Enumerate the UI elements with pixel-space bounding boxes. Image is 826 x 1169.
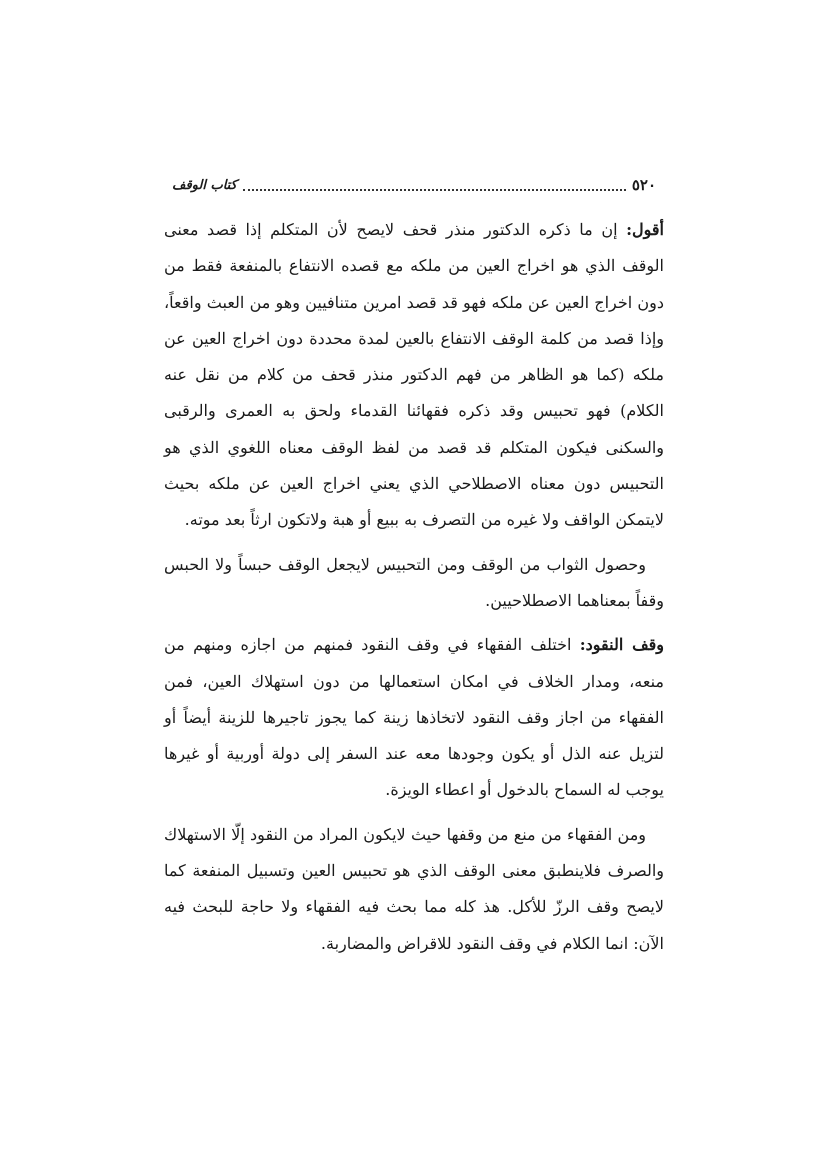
- paragraph-2: [164, 547, 664, 620]
- paragraph-1: [164, 212, 664, 539]
- page-number: ٥٢٠: [631, 176, 656, 194]
- paragraph-3: [164, 627, 664, 808]
- paragraph-text: ومن الفقهاء من منع من وقفها حيث لايكون المراد من النقود إلّا الاستهلاك والصرف فلاينطبق معنى الوقف الذي هو تحبيس العين وتسبيل المنفعة كما لايصح وقف الرزّ للأكل. هذ كله مما بحث فيه الفقهاء ولا حاجة للبحث فيه الآن: انما الكلام في وقف النقود للاقراض والمضاربة.: [164, 824, 664, 953]
- body-text: [164, 212, 664, 970]
- running-header: [172, 172, 656, 198]
- paragraph-4: [164, 817, 664, 962]
- paragraph-text: وحصول الثواب من الوقف ومن التحبيس لايجعل الوقف حبساً ولا الحبس وقفاً بمعناهما الاصطلاحيين.: [164, 554, 664, 610]
- paragraph-text: إن ما ذكره الدكتور منذر قحف لايصح لأن المتكلم إذا قصد معنى الوقف الذي هو اخراج العين من ملكه مع قصده الانتفاع بالمنفعة فقط من دون اخراج العين عن ملكه فهو قد قصد امرين متنافيين وهو من العبث واقعاً، وإذا قصد من كلمة الوقف الانتفاع بالعين لمدة محددة دون اخراج العين عن ملكه (كما هو الظاهر من فهم الدكتور منذر قحف من كلام من نقل عنه الكلام) فهو تحبيس وقد ذكره فقهائنا القدماء ولحق به العمرى والرقبى والسكنى فيكون المتكلم قد قصد من لفظ الوقف معناه اللغوي الذي هو التحبيس دون معناه الاصطلاحي الذي يعني اخراج العين عن ملكه بحيث لايتمكن الواقف ولا غيره من التصرف به ببيع أو هبة ولاتكون ارثاً بعد موته.: [164, 220, 665, 530]
- book-title: كتاب الوقف: [172, 177, 237, 193]
- paragraph-text: اختلف الفقهاء في وقف النقود فمنهم من اجازه ومنهم من منعه، ومدار الخلاف في امكان استعمالها من دون استهلاك العين، فمن الفقهاء من اجاز وقف النقود لاتخاذها زينة كما يجوز تاجيرها للزينة أيضاً أو لتزيل عنه الذل أو يكون وجودها معه عند السفر إلى دولة أوربية أو غيرها يوجب له السماح بالدخول أو اعطاء الويزة.: [164, 635, 664, 800]
- paragraph-lead: وقف النقود:: [579, 635, 665, 655]
- leader-dots: [243, 189, 626, 191]
- paragraph-lead: أقول:: [626, 220, 664, 239]
